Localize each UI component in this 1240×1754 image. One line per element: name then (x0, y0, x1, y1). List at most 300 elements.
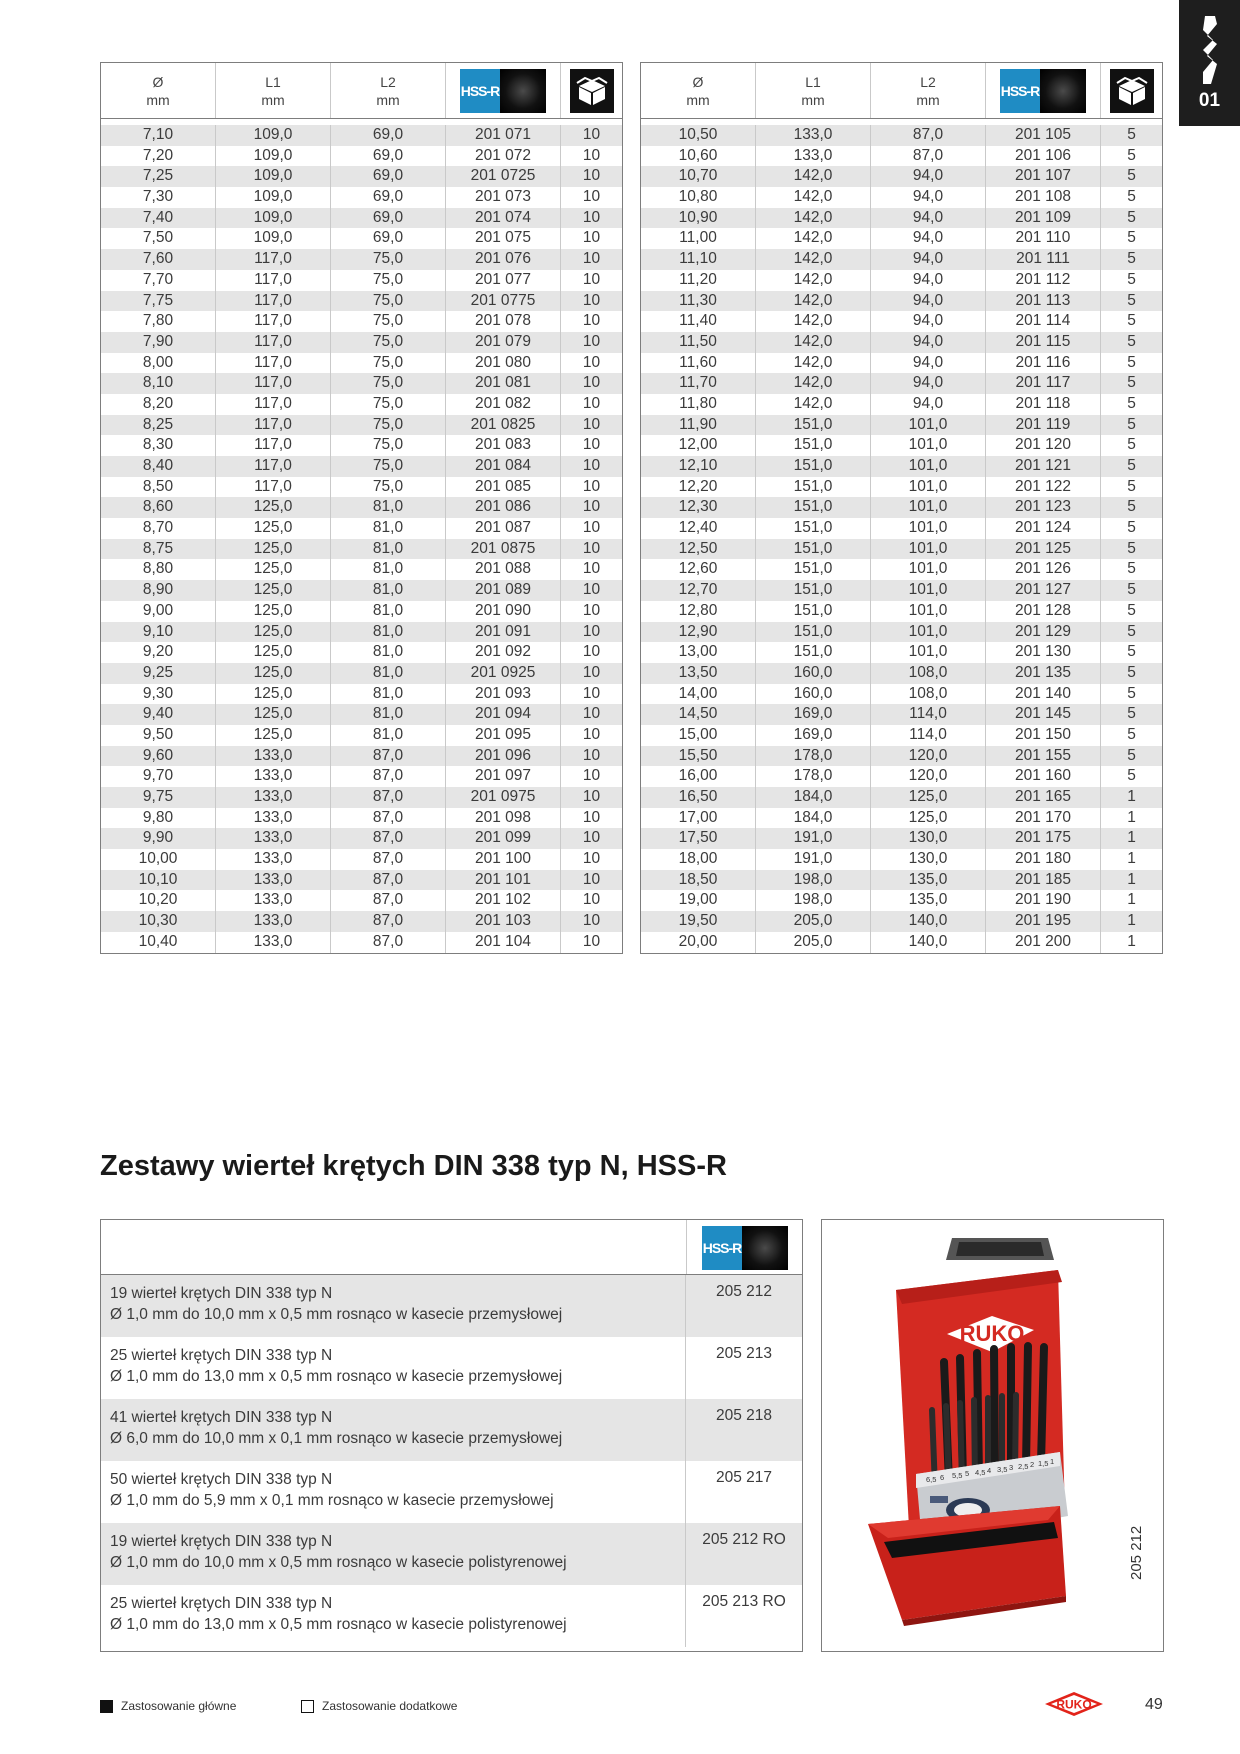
article-number-cell: 201 145 (986, 704, 1101, 725)
article-number-cell: 201 096 (446, 746, 561, 767)
l1-cell: 160,0 (756, 663, 871, 684)
diameter-cell: 11,60 (641, 353, 756, 374)
article-number-cell: 201 120 (986, 435, 1101, 456)
table-row (101, 849, 622, 870)
l1-cell: 117,0 (216, 270, 331, 291)
pack-qty-cell: 5 (1127, 229, 1136, 247)
diameter-cell: 11,70 (641, 373, 756, 394)
set-range: Ø 1,0 mm do 13,0 mm x 0,5 mm rosnąco w kasecie przemysłowej (110, 1368, 563, 1385)
l1-cell: 109,0 (216, 166, 331, 187)
pack-qty-cell: 10 (582, 477, 601, 495)
l2-cell: 75,0 (331, 249, 446, 270)
pack-qty-cell: 5 (1127, 270, 1136, 288)
l2-cell: 87,0 (331, 932, 446, 953)
l2-cell: 75,0 (331, 291, 446, 312)
l2-cell: 87,0 (331, 828, 446, 849)
table-row (641, 311, 1162, 332)
article-number-cell: 201 113 (986, 291, 1101, 312)
table-row (641, 725, 1162, 746)
article-number-cell: 201 107 (986, 166, 1101, 187)
l1-cell: 125,0 (216, 539, 331, 560)
l1-cell: 117,0 (216, 373, 331, 394)
article-number-cell: 201 111 (986, 249, 1101, 270)
l1-cell: 133,0 (216, 932, 331, 953)
l1-cell: 133,0 (216, 787, 331, 808)
diameter-cell: 12,20 (641, 477, 756, 498)
l2-cell: 94,0 (871, 166, 986, 187)
pack-qty-cell: 10 (582, 663, 601, 681)
set-article-number: 205 212 RO (702, 1531, 786, 1548)
table-row (641, 849, 1162, 870)
l2-cell: 101,0 (871, 580, 986, 601)
pack-qty-cell: 5 (1127, 519, 1136, 537)
diameter-cell: 8,75 (101, 539, 216, 560)
article-number-cell: 201 110 (986, 228, 1101, 249)
diameter-cell: 12,10 (641, 456, 756, 477)
l2-cell: 101,0 (871, 415, 986, 436)
table-row (101, 146, 622, 167)
article-number-cell: 201 155 (986, 746, 1101, 767)
article-number-cell: 201 086 (446, 497, 561, 518)
table-row (641, 332, 1162, 353)
l1-cell: 109,0 (216, 208, 331, 229)
set-range: Ø 6,0 mm do 10,0 mm x 0,1 mm rosnąco w kasecie przemysłowej (110, 1430, 563, 1447)
set-article-number: 205 217 (715, 1469, 773, 1486)
pack-qty-cell: 10 (582, 829, 601, 847)
l1-cell: 142,0 (756, 311, 871, 332)
l2-cell: 81,0 (331, 725, 446, 746)
diameter-cell: 10,50 (641, 125, 756, 146)
article-number-cell: 201 123 (986, 497, 1101, 518)
pack-qty-cell: 5 (1127, 746, 1136, 764)
diameter-cell: 15,50 (641, 746, 756, 767)
diameter-cell: 9,70 (101, 766, 216, 787)
l2-cell: 69,0 (331, 146, 446, 167)
diameter-cell: 8,30 (101, 435, 216, 456)
l2-cell: 81,0 (331, 497, 446, 518)
diameter-cell: 17,50 (641, 828, 756, 849)
l2-cell: 135,0 (871, 890, 986, 911)
l2-cell: 101,0 (871, 456, 986, 477)
chapter-tab (1179, 0, 1240, 126)
l2-cell: 114,0 (871, 704, 986, 725)
l2-cell: 87,0 (331, 746, 446, 767)
diameter-cell: 16,50 (641, 787, 756, 808)
pack-qty-cell: 5 (1127, 663, 1136, 681)
article-number-cell: 201 108 (986, 187, 1101, 208)
table-row (641, 291, 1162, 312)
article-number-cell: 201 127 (986, 580, 1101, 601)
pack-qty-cell: 10 (582, 167, 601, 185)
article-number-cell: 201 124 (986, 518, 1101, 539)
article-number-cell: 201 080 (446, 353, 561, 374)
diameter-cell: 9,40 (101, 704, 216, 725)
article-number-cell: 201 090 (446, 601, 561, 622)
l1-cell: 198,0 (756, 890, 871, 911)
l1-cell: 151,0 (756, 642, 871, 663)
diameter-cell: 12,40 (641, 518, 756, 539)
pack-qty-cell: 10 (582, 353, 601, 371)
set-description (101, 1585, 686, 1647)
l2-cell: 87,0 (331, 870, 446, 891)
diameter-cell: 10,60 (641, 146, 756, 167)
diameter-cell: 8,40 (101, 456, 216, 477)
l2-cell: 101,0 (871, 539, 986, 560)
table-row (641, 270, 1162, 291)
diameter-cell: 11,50 (641, 332, 756, 353)
l2-cell: 94,0 (871, 228, 986, 249)
pack-qty-cell: 1 (1127, 912, 1136, 930)
article-number-cell: 201 091 (446, 622, 561, 643)
diameter-cell: 7,40 (101, 208, 216, 229)
l2-cell: 94,0 (871, 311, 986, 332)
table-row (641, 415, 1162, 436)
pack-qty-cell: 5 (1127, 560, 1136, 578)
pack-qty-cell: 5 (1127, 705, 1136, 723)
diameter-cell: 14,50 (641, 704, 756, 725)
set-row (101, 1399, 802, 1461)
l1-cell: 109,0 (216, 125, 331, 146)
pack-qty-cell: 10 (582, 208, 601, 226)
pack-qty-cell: 10 (582, 767, 601, 785)
article-number-cell: 201 088 (446, 559, 561, 580)
diameter-cell: 11,90 (641, 415, 756, 436)
l1-cell: 142,0 (756, 353, 871, 374)
pack-qty-cell: 10 (582, 788, 601, 805)
article-number-cell: 201 119 (986, 415, 1101, 436)
table-row (101, 456, 622, 477)
set-title: 25 wierteł krętych DIN 338 typ N (110, 1347, 333, 1364)
chapter-number: 01 (1198, 90, 1221, 111)
svg-text:RUKO: RUKO (1056, 1697, 1092, 1712)
l1-cell: 133,0 (216, 870, 331, 891)
l2-cell: 69,0 (331, 166, 446, 187)
l1-cell: 151,0 (756, 435, 871, 456)
svg-text:1,5: 1,5 (1038, 1459, 1049, 1468)
l2-cell: 87,0 (871, 146, 986, 167)
pack-qty-cell: 10 (582, 146, 601, 164)
set-range: Ø 1,0 mm do 10,0 mm x 0,5 mm rosnąco w kasecie przemysłowej (110, 1306, 563, 1323)
l2-cell: 125,0 (871, 787, 986, 808)
article-number-cell: 201 122 (986, 477, 1101, 498)
pack-qty-cell: 5 (1127, 581, 1136, 599)
article-number-cell: 201 082 (446, 394, 561, 415)
diameter-cell: 12,00 (641, 435, 756, 456)
l1-cell: 125,0 (216, 663, 331, 684)
set-article-number: 205 213 RO (702, 1593, 786, 1610)
l1-cell: 184,0 (756, 787, 871, 808)
diameter-cell: 9,75 (101, 787, 216, 808)
pack-qty-cell: 10 (582, 250, 601, 268)
article-number-cell: 201 104 (446, 932, 561, 953)
diameter-cell: 10,00 (101, 849, 216, 870)
pack-qty-cell: 10 (582, 415, 601, 433)
table-row (101, 435, 622, 456)
hss-r-badge-icon: HSS-R (702, 1226, 788, 1270)
table-row (101, 394, 622, 415)
svg-text:1: 1 (1050, 1457, 1055, 1466)
table-row (101, 932, 622, 953)
l1-cell: 109,0 (216, 228, 331, 249)
l2-cell: 87,0 (331, 849, 446, 870)
pack-qty-cell: 5 (1127, 767, 1136, 785)
table-row (101, 911, 622, 932)
pack-qty-cell: 5 (1127, 725, 1136, 743)
diameter-cell: 18,00 (641, 849, 756, 870)
pack-qty-cell: 10 (582, 374, 601, 392)
diameter-cell: 10,80 (641, 187, 756, 208)
diameter-cell: 15,00 (641, 725, 756, 746)
pack-qty-cell: 10 (582, 394, 601, 412)
l2-cell: 75,0 (331, 373, 446, 394)
diameter-cell: 7,30 (101, 187, 216, 208)
article-number-cell: 201 135 (986, 663, 1101, 684)
table-row (101, 725, 622, 746)
l1-cell: 133,0 (216, 911, 331, 932)
l2-cell: 120,0 (871, 746, 986, 767)
l1-cell: 125,0 (216, 642, 331, 663)
set-description (101, 1337, 686, 1399)
table-row (641, 911, 1162, 932)
header-l2: L2 mm (871, 63, 986, 118)
article-number-cell: 201 195 (986, 911, 1101, 932)
l2-cell: 75,0 (331, 353, 446, 374)
l1-cell: 178,0 (756, 766, 871, 787)
l2-cell: 81,0 (331, 518, 446, 539)
set-row (101, 1585, 802, 1647)
pack-qty-cell: 10 (582, 188, 601, 206)
drill-table-right (640, 62, 1163, 954)
diameter-cell: 16,00 (641, 766, 756, 787)
l2-cell: 69,0 (331, 187, 446, 208)
l1-cell: 184,0 (756, 808, 871, 829)
l1-cell: 142,0 (756, 373, 871, 394)
diameter-cell: 9,60 (101, 746, 216, 767)
pack-qty-cell: 5 (1127, 332, 1136, 350)
diameter-cell: 17,00 (641, 808, 756, 829)
article-number-cell: 201 089 (446, 580, 561, 601)
table-row (641, 622, 1162, 643)
drill-bit-icon (1193, 14, 1227, 86)
svg-text:4,5: 4,5 (975, 1468, 986, 1477)
l2-cell: 75,0 (331, 415, 446, 436)
pack-qty-cell: 5 (1127, 601, 1136, 619)
l1-cell: 151,0 (756, 415, 871, 436)
l1-cell: 125,0 (216, 580, 331, 601)
set-row (101, 1461, 802, 1523)
pack-qty-cell: 5 (1127, 167, 1136, 185)
table-row (101, 808, 622, 829)
diameter-cell: 8,60 (101, 497, 216, 518)
article-number-cell: 201 0875 (446, 539, 561, 560)
l1-cell: 142,0 (756, 332, 871, 353)
table-row (641, 166, 1162, 187)
l1-cell: 178,0 (756, 746, 871, 767)
table-row (641, 663, 1162, 684)
article-number-cell: 201 185 (986, 870, 1101, 891)
l2-cell: 140,0 (871, 911, 986, 932)
l1-cell: 133,0 (756, 125, 871, 146)
diameter-cell: 18,50 (641, 870, 756, 891)
legend-extra: Zastosowanie dodatkowe (301, 1699, 457, 1713)
l2-cell: 101,0 (871, 642, 986, 663)
l1-cell: 205,0 (756, 911, 871, 932)
header-hss (446, 63, 561, 118)
diameter-cell: 9,20 (101, 642, 216, 663)
article-number-cell: 201 180 (986, 849, 1101, 870)
l1-cell: 169,0 (756, 704, 871, 725)
table-row (641, 828, 1162, 849)
pack-qty-cell: 10 (582, 746, 601, 764)
set-article-number: 205 218 (715, 1407, 773, 1424)
l2-cell: 94,0 (871, 332, 986, 353)
pack-qty-cell: 5 (1127, 146, 1136, 164)
table-row (641, 932, 1162, 953)
pack-qty-cell: 10 (582, 126, 601, 143)
l1-cell: 133,0 (216, 746, 331, 767)
table-row (641, 601, 1162, 622)
article-number-cell: 201 105 (986, 125, 1101, 146)
pack-qty-cell: 5 (1127, 457, 1136, 474)
l1-cell: 151,0 (756, 497, 871, 518)
diameter-cell: 8,10 (101, 373, 216, 394)
table-row (101, 497, 622, 518)
l1-cell: 133,0 (756, 146, 871, 167)
l1-cell: 133,0 (216, 890, 331, 911)
pack-qty-cell: 10 (582, 912, 601, 930)
l1-cell: 117,0 (216, 353, 331, 374)
set-row (101, 1337, 802, 1399)
l2-cell: 114,0 (871, 725, 986, 746)
table-row (101, 373, 622, 394)
l2-cell: 94,0 (871, 208, 986, 229)
pack-qty-cell: 10 (582, 436, 601, 454)
article-number-cell: 201 073 (446, 187, 561, 208)
diameter-cell: 12,80 (641, 601, 756, 622)
article-number-cell: 201 094 (446, 704, 561, 725)
article-number-cell: 201 076 (446, 249, 561, 270)
pack-qty-cell: 10 (582, 705, 601, 723)
l2-cell: 140,0 (871, 932, 986, 953)
l1-cell: 142,0 (756, 187, 871, 208)
diameter-cell: 10,30 (101, 911, 216, 932)
pack-qty-cell: 10 (582, 312, 601, 330)
l1-cell: 117,0 (216, 311, 331, 332)
pack-qty-cell: 10 (582, 270, 601, 288)
svg-text:5,5: 5,5 (952, 1471, 963, 1480)
article-number-cell: 201 150 (986, 725, 1101, 746)
l2-cell: 94,0 (871, 353, 986, 374)
article-number-cell: 201 0975 (446, 787, 561, 808)
l2-cell: 75,0 (331, 394, 446, 415)
article-number-cell: 201 129 (986, 622, 1101, 643)
table-header (101, 63, 622, 119)
svg-text:3,5: 3,5 (997, 1465, 1008, 1474)
diameter-cell: 11,40 (641, 311, 756, 332)
l2-cell: 75,0 (331, 435, 446, 456)
pack-qty-cell: 10 (582, 870, 601, 888)
article-number-cell: 201 125 (986, 539, 1101, 560)
table-row (641, 518, 1162, 539)
diameter-cell: 9,10 (101, 622, 216, 643)
table-row (101, 746, 622, 767)
table-row (101, 787, 622, 808)
sets-table (100, 1219, 803, 1652)
diameter-cell: 10,10 (101, 870, 216, 891)
article-number-cell: 201 200 (986, 932, 1101, 953)
l1-cell: 151,0 (756, 580, 871, 601)
pack-qty-cell: 10 (582, 643, 601, 661)
l2-cell: 130,0 (871, 828, 986, 849)
table-row (641, 559, 1162, 580)
svg-text:3: 3 (1009, 1463, 1014, 1472)
page-number: 49 (1145, 1696, 1163, 1713)
diameter-cell: 12,30 (641, 497, 756, 518)
article-number-cell: 201 140 (986, 684, 1101, 705)
l2-cell: 81,0 (331, 601, 446, 622)
table-row (641, 373, 1162, 394)
table-row (641, 394, 1162, 415)
set-article-number: 205 212 (715, 1283, 773, 1300)
table-row (101, 518, 622, 539)
diameter-cell: 7,60 (101, 249, 216, 270)
l2-cell: 101,0 (871, 559, 986, 580)
set-article-number: 205 213 (715, 1345, 773, 1362)
diameter-cell: 14,00 (641, 684, 756, 705)
pack-qty-cell: 5 (1127, 539, 1136, 557)
l2-cell: 108,0 (871, 663, 986, 684)
l2-cell: 94,0 (871, 249, 986, 270)
table-row (641, 125, 1162, 146)
l2-cell: 108,0 (871, 684, 986, 705)
table-row (101, 601, 622, 622)
l2-cell: 94,0 (871, 394, 986, 415)
table-row (101, 766, 622, 787)
table-body (641, 119, 1162, 953)
table-row (641, 353, 1162, 374)
diameter-cell: 13,00 (641, 642, 756, 663)
l1-cell: 191,0 (756, 849, 871, 870)
table-row (101, 559, 622, 580)
pack-qty-cell: 10 (582, 725, 601, 743)
product-image-box (821, 1219, 1164, 1652)
diameter-cell: 7,80 (101, 311, 216, 332)
table-row (101, 642, 622, 663)
article-number-cell: 201 0825 (446, 415, 561, 436)
pack-qty-cell: 5 (1127, 394, 1136, 412)
l1-cell: 125,0 (216, 559, 331, 580)
diameter-cell: 7,10 (101, 125, 216, 146)
l2-cell: 130,0 (871, 849, 986, 870)
diameter-cell: 20,00 (641, 932, 756, 953)
article-number-cell: 201 093 (446, 684, 561, 705)
l1-cell: 133,0 (216, 849, 331, 870)
pack-qty-cell: 5 (1127, 250, 1136, 268)
l1-cell: 125,0 (216, 601, 331, 622)
l2-cell: 75,0 (331, 270, 446, 291)
table-row (101, 828, 622, 849)
pack-qty-cell: 10 (582, 684, 601, 702)
article-number-cell: 201 117 (986, 373, 1101, 394)
pack-qty-cell: 10 (582, 932, 601, 950)
sets-table-body (101, 1275, 802, 1647)
l1-cell: 142,0 (756, 208, 871, 229)
set-row (101, 1275, 802, 1337)
diameter-cell: 7,50 (101, 228, 216, 249)
l1-cell: 151,0 (756, 622, 871, 643)
pack-qty-cell: 1 (1127, 870, 1136, 888)
l1-cell: 117,0 (216, 394, 331, 415)
